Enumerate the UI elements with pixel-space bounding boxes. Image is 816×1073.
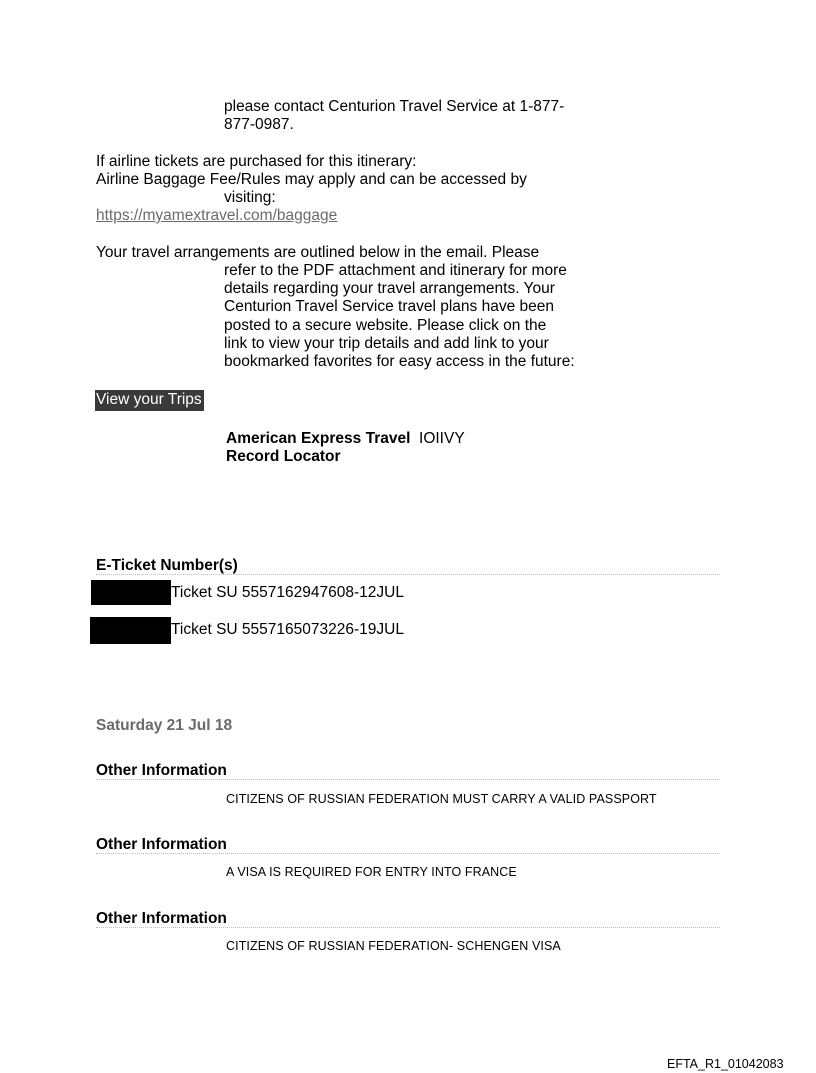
arrangements-line-1: Your travel arrangements are outlined below in the email. Please <box>96 244 540 261</box>
record-locator-row <box>226 430 465 448</box>
eticket-header: E-Ticket Number(s) <box>96 557 238 574</box>
record-label-line-2: Record Locator <box>226 448 341 465</box>
baggage-link[interactable]: https://myamextravel.com/baggage <box>96 207 338 224</box>
arrangements-line-3: details regarding your travel arrangements. Your <box>224 280 555 297</box>
contact-line-2: 877-0987. <box>224 116 294 133</box>
other-info-divider <box>96 779 720 780</box>
baggage-line-3: visiting: <box>224 189 276 206</box>
document-id: EFTA_R1_01042083 <box>667 1057 784 1071</box>
ticket-row: Ticket SU 5557165073226-19JUL <box>171 621 404 638</box>
arrangements-line-6: link to view your trip details and add link to your <box>224 335 549 352</box>
other-info-header: Other Information <box>96 910 227 927</box>
baggage-line-2: Airline Baggage Fee/Rules may apply and can be accessed by <box>96 171 527 188</box>
other-info-divider <box>96 853 720 854</box>
redaction-block <box>90 617 171 644</box>
contact-line-1: please contact Centurion Travel Service at 1-877- <box>224 98 565 115</box>
other-info-divider <box>96 927 720 928</box>
eticket-divider <box>96 574 720 575</box>
arrangements-line-7: bookmarked favorites for easy access in the future: <box>224 353 575 370</box>
other-info-text: A VISA IS REQUIRED FOR ENTRY INTO FRANCE <box>226 865 517 879</box>
arrangements-line-2: refer to the PDF attachment and itinerary for more <box>224 262 567 279</box>
arrangements-line-4: Centurion Travel Service travel plans have been <box>224 298 554 315</box>
arrangements-line-5: posted to a secure website. Please click on the <box>224 317 547 334</box>
other-info-text: CITIZENS OF RUSSIAN FEDERATION- SCHENGEN VISA <box>226 939 561 953</box>
ticket-row: Ticket SU 5557162947608-12JUL <box>171 584 404 601</box>
other-info-text: CITIZENS OF RUSSIAN FEDERATION MUST CARRY A VALID PASSPORT <box>226 792 657 806</box>
other-info-header: Other Information <box>96 762 227 779</box>
view-trips-button[interactable]: View your Trips <box>95 390 204 411</box>
record-label-line-1: American Express Travel <box>226 430 411 447</box>
redaction-block <box>91 580 171 605</box>
record-locator-value: IOIIVY <box>419 430 465 447</box>
other-info-header: Other Information <box>96 836 227 853</box>
baggage-line-1: If airline tickets are purchased for this itinerary: <box>96 153 417 170</box>
date-heading: Saturday 21 Jul 18 <box>96 717 233 734</box>
